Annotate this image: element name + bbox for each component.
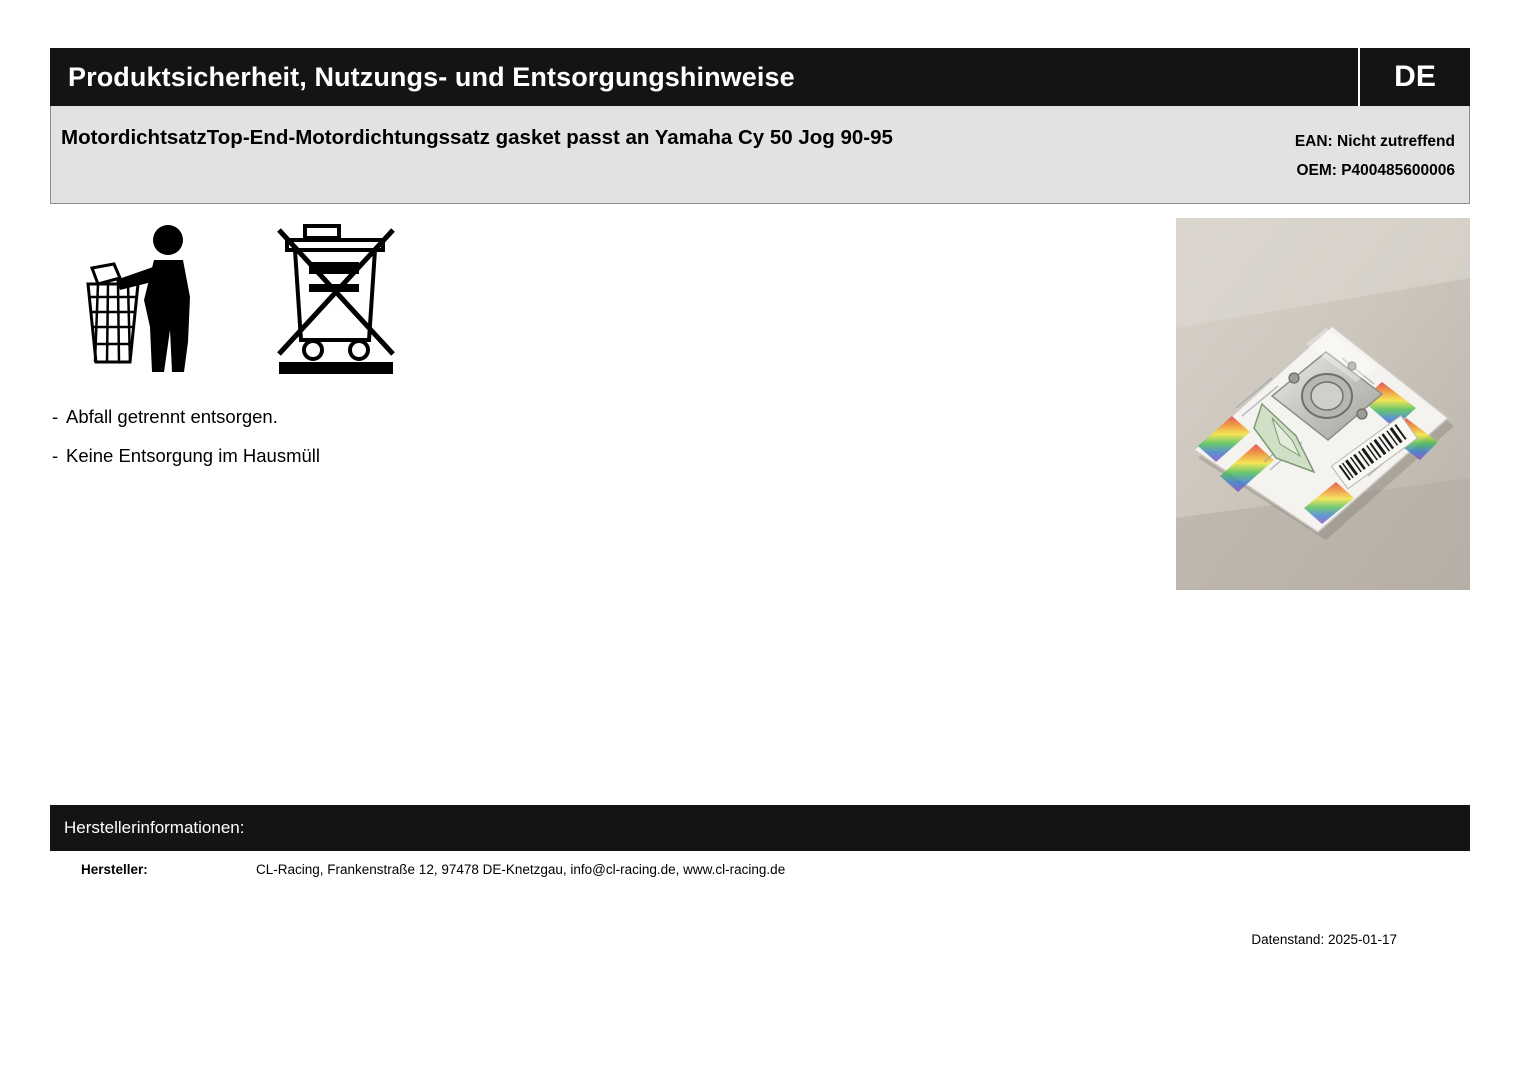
page-title: Produktsicherheit, Nutzungs- und Entsorgungshinweise: [68, 61, 795, 92]
data-status: Datenstand: 2025-01-17: [1251, 932, 1397, 947]
ean-value: EAN: Nicht zutreffend: [1294, 133, 1455, 150]
product-name: MotordichtsatzTop-End-Motordichtungssatz gasket passt an Yamaha Cy 50 Jog 90-95: [61, 126, 893, 149]
oem-value: OEM: P400485600006: [1296, 161, 1455, 179]
list-item: [52, 408, 752, 427]
manufacturer-label: Hersteller:: [81, 862, 148, 877]
manufacturer-section-bar: [50, 805, 1470, 851]
throw-in-bin-icon: [80, 222, 215, 377]
pictogram-area: [80, 222, 420, 382]
product-info-band: [50, 106, 1470, 204]
document-header-bar: [50, 48, 1470, 106]
manufacturer-section-title: Herstellerinformationen:: [64, 818, 245, 837]
product-photo: [1176, 218, 1470, 590]
list-item-label: Abfall getrennt entsorgen.: [66, 406, 278, 427]
product-codes: [1295, 128, 1455, 185]
list-item: [52, 444, 752, 466]
crossed-out-wheelie-bin-icon: [275, 222, 400, 377]
language-badge: DE: [1358, 48, 1470, 106]
disposal-notes: [52, 408, 752, 485]
manufacturer-value: CL-Racing, Frankenstraße 12, 97478 DE-Knetzgau, info@cl-racing.de, www.cl-racing.de: [256, 862, 786, 877]
list-bullet: -: [52, 406, 59, 427]
list-bullet: -: [52, 444, 59, 466]
list-item-label: Keine Entsorgung im Hausmüll: [66, 444, 320, 466]
